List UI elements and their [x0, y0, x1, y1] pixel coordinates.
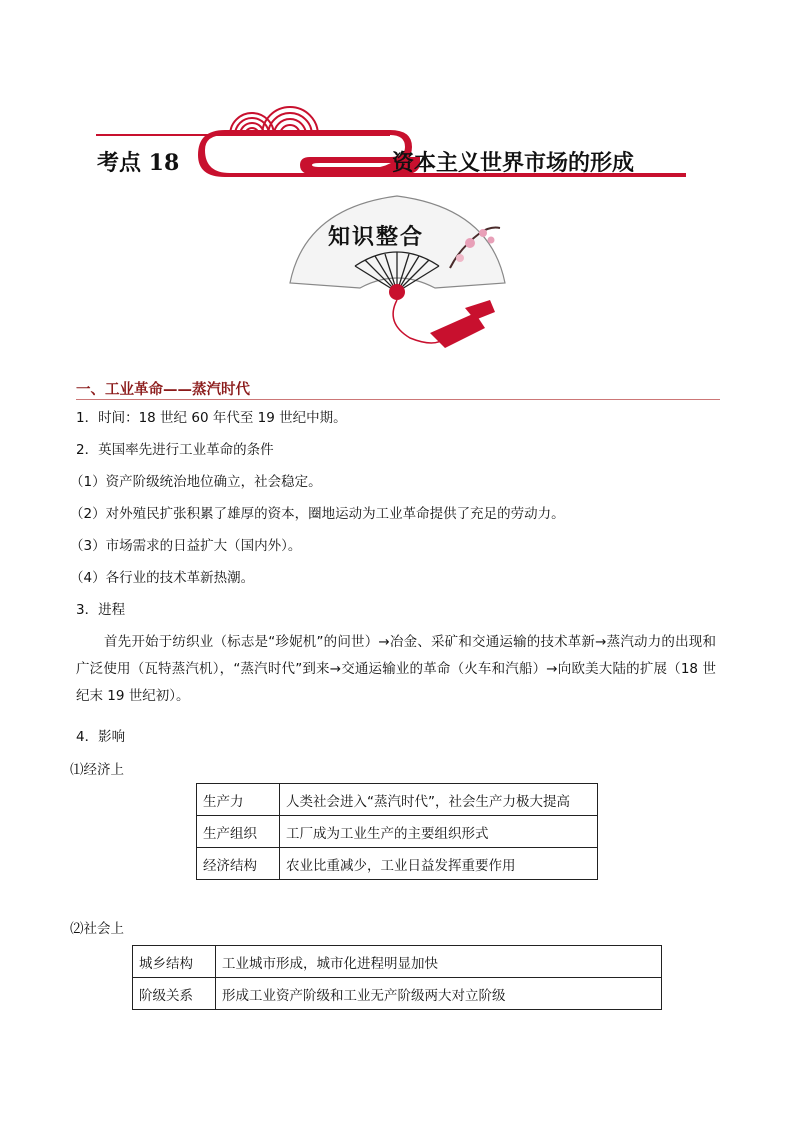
condition-1: （1）资产阶级统治地位确立，社会稳定。: [70, 474, 322, 490]
table-cell-value: 工业城市形成，城市化进程明显加快: [216, 946, 662, 978]
table-cell-label: 经济结构: [197, 848, 280, 880]
society-label: ⑵社会上: [70, 921, 124, 937]
item-process: 3．进程: [76, 602, 126, 618]
table-row: [133, 978, 662, 1010]
fan-text: 知识整合: [328, 224, 425, 250]
table-cell-value: 形成工业资产阶级和工业无产阶级两大对立阶级: [216, 978, 662, 1010]
item-impact: 4．影响: [76, 729, 126, 745]
economy-label: ⑴经济上: [70, 762, 124, 778]
section-underline: [76, 399, 720, 400]
table-row: [197, 816, 598, 848]
table-cell-label: 阶级关系: [133, 978, 216, 1010]
economy-table: [196, 783, 598, 880]
table-row: [197, 784, 598, 816]
table-cell-value: 工厂成为工业生产的主要组织形式: [280, 816, 598, 848]
table-cell-value: 农业比重减少，工业日益发挥重要作用: [280, 848, 598, 880]
table-cell-label: 生产力: [197, 784, 280, 816]
table-cell-value: 人类社会进入“蒸汽时代”，社会生产力极大提高: [280, 784, 598, 816]
section-heading: 一、工业革命——蒸汽时代: [76, 382, 250, 398]
condition-3: （3）市场需求的日益扩大（国内外）。: [70, 538, 302, 554]
table-cell-label: 城乡结构: [133, 946, 216, 978]
topic-label: 考点 18: [97, 150, 180, 176]
process-paragraph: 首先开始于纺织业（标志是“珍妮机”的问世）→冶金、采矿和交通运输的技术革新→蒸汽动力的出现和广泛使用（瓦特蒸汽机），“蒸汽时代”到来→交通运输业的革命（火车和汽船）→向欧美大陆的扩展（18 世纪末 19 世纪初）。: [76, 634, 716, 704]
condition-4: （4）各行业的技术革新热潮。: [70, 570, 255, 586]
condition-2: （2）对外殖民扩张积累了雄厚的资本，圈地运动为工业革命提供了充足的劳动力。: [70, 506, 565, 522]
item-conditions: 2．英国率先进行工业革命的条件: [76, 442, 274, 458]
page-title: 资本主义世界市场的形成: [392, 150, 635, 176]
fan-illustration: [285, 188, 510, 358]
table-row: [133, 946, 662, 978]
society-table: [132, 945, 662, 1010]
item-time: 1．时间：18 世纪 60 年代至 19 世纪中期。: [76, 410, 347, 426]
table-cell-label: 生产组织: [197, 816, 280, 848]
table-row: [197, 848, 598, 880]
